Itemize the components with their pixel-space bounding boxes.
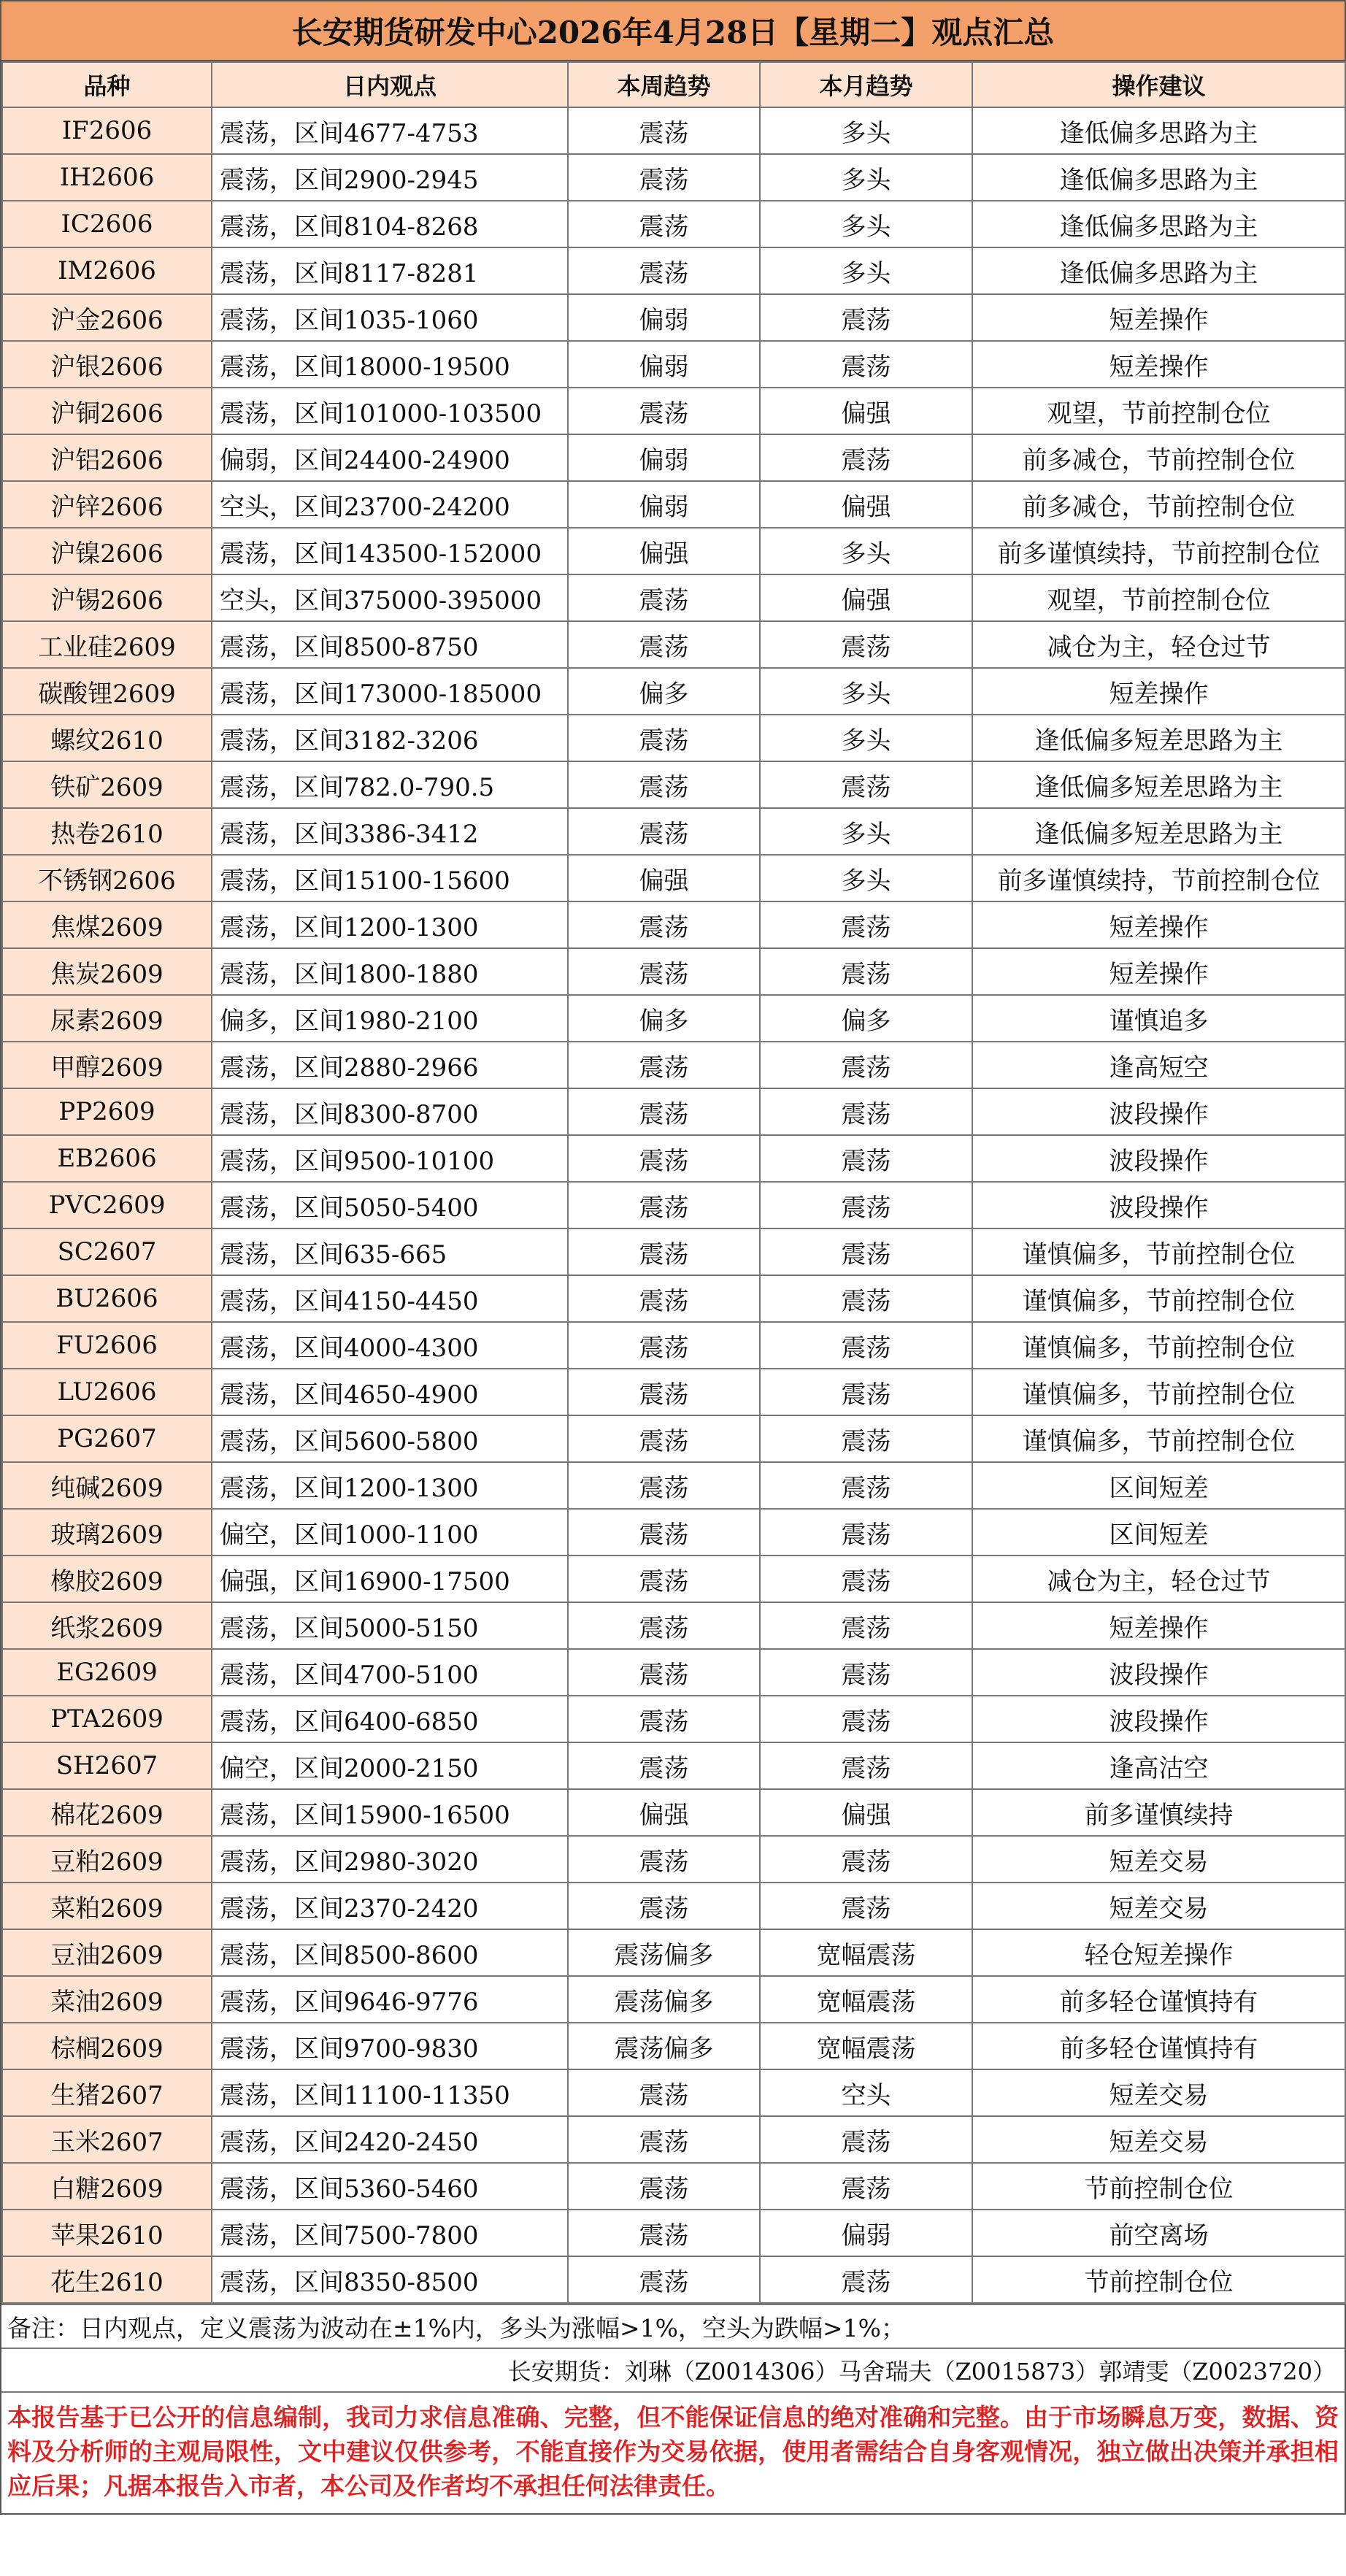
- variety-cell: 沪金2606: [2, 294, 212, 341]
- intraday-view-cell: 震荡，区间9700-9830: [212, 2023, 568, 2069]
- monthly-trend-cell: 偏强: [760, 1789, 972, 1836]
- weekly-trend-cell: 震荡偏多: [568, 2023, 760, 2069]
- variety-cell: 甲醇2609: [2, 1042, 212, 1088]
- suggestion-cell: 谨慎偏多，节前控制仓位: [972, 1322, 1345, 1369]
- suggestion-cell: 短差交易: [972, 1883, 1345, 1929]
- table-row: [2, 1976, 1345, 2023]
- weekly-trend-cell: 震荡: [568, 2163, 760, 2210]
- intraday-view-cell: 震荡，区间3386-3412: [212, 808, 568, 855]
- intraday-view-cell: 震荡，区间101000-103500: [212, 388, 568, 434]
- weekly-trend-cell: 震荡: [568, 201, 760, 247]
- intraday-view-cell: 震荡，区间635-665: [212, 1229, 568, 1275]
- monthly-trend-cell: 震荡: [760, 761, 972, 808]
- weekly-trend-cell: 偏多: [568, 668, 760, 715]
- variety-cell: PP2609: [2, 1088, 212, 1135]
- weekly-trend-cell: 震荡: [568, 948, 760, 995]
- monthly-trend-cell: 偏弱: [760, 2210, 972, 2256]
- variety-cell: IM2606: [2, 247, 212, 294]
- intraday-view-cell: 震荡，区间4000-4300: [212, 1322, 568, 1369]
- monthly-trend-cell: 震荡: [760, 1322, 972, 1369]
- weekly-trend-cell: 震荡: [568, 1883, 760, 1929]
- weekly-trend-cell: 震荡: [568, 154, 760, 201]
- table-row: [2, 1135, 1345, 1182]
- weekly-trend-cell: 偏强: [568, 855, 760, 901]
- table-row: [2, 1088, 1345, 1135]
- table-row: [2, 1229, 1345, 1275]
- suggestion-cell: 短差操作: [972, 341, 1345, 388]
- table-row: [2, 154, 1345, 201]
- intraday-view-cell: 震荡，区间8500-8750: [212, 621, 568, 668]
- variety-cell: FU2606: [2, 1322, 212, 1369]
- monthly-trend-cell: 震荡: [760, 1369, 972, 1415]
- monthly-trend-cell: 偏强: [760, 388, 972, 434]
- suggestion-cell: 波段操作: [972, 1649, 1345, 1696]
- suggestion-cell: 逢低偏多短差思路为主: [972, 808, 1345, 855]
- monthly-trend-cell: 震荡: [760, 2256, 972, 2303]
- table-row: [2, 621, 1345, 668]
- monthly-trend-cell: 多头: [760, 808, 972, 855]
- variety-cell: 苹果2610: [2, 2210, 212, 2256]
- intraday-view-cell: 震荡，区间8300-8700: [212, 1088, 568, 1135]
- variety-cell: 橡胶2609: [2, 1556, 212, 1602]
- table-row: [2, 715, 1345, 761]
- monthly-trend-cell: 宽幅震荡: [760, 1976, 972, 2023]
- weekly-trend-cell: 震荡: [568, 901, 760, 948]
- table-row: [2, 1462, 1345, 1509]
- monthly-trend-cell: 震荡: [760, 1415, 972, 1462]
- variety-cell: 纸浆2609: [2, 1602, 212, 1649]
- intraday-view-cell: 震荡，区间7500-7800: [212, 2210, 568, 2256]
- variety-cell: 菜油2609: [2, 1976, 212, 2023]
- variety-cell: 沪银2606: [2, 341, 212, 388]
- weekly-trend-cell: 震荡: [568, 247, 760, 294]
- intraday-view-cell: 震荡，区间5360-5460: [212, 2163, 568, 2210]
- table-row: [2, 1696, 1345, 1742]
- variety-cell: 焦炭2609: [2, 948, 212, 995]
- variety-cell: 纯碱2609: [2, 1462, 212, 1509]
- table-row: [2, 1042, 1345, 1088]
- intraday-view-cell: 震荡，区间5000-5150: [212, 1602, 568, 1649]
- monthly-trend-cell: 震荡: [760, 2163, 972, 2210]
- weekly-trend-cell: 偏强: [568, 1789, 760, 1836]
- weekly-trend-cell: 震荡: [568, 1229, 760, 1275]
- suggestion-cell: 逢低偏多短差思路为主: [972, 761, 1345, 808]
- intraday-view-cell: 震荡，区间8350-8500: [212, 2256, 568, 2303]
- suggestion-cell: 谨慎追多: [972, 995, 1345, 1042]
- suggestion-cell: 波段操作: [972, 1088, 1345, 1135]
- variety-cell: 铁矿2609: [2, 761, 212, 808]
- monthly-trend-cell: 震荡: [760, 1135, 972, 1182]
- intraday-view-cell: 震荡，区间2370-2420: [212, 1883, 568, 1929]
- suggestion-cell: 前多减仓，节前控制仓位: [972, 434, 1345, 481]
- variety-cell: BU2606: [2, 1275, 212, 1322]
- weekly-trend-cell: 震荡: [568, 1462, 760, 1509]
- intraday-view-cell: 偏强，区间16900-17500: [212, 1556, 568, 1602]
- table-row: [2, 294, 1345, 341]
- table-row: [2, 808, 1345, 855]
- suggestion-cell: 逢低偏多思路为主: [972, 154, 1345, 201]
- weekly-trend-cell: 震荡: [568, 808, 760, 855]
- monthly-trend-cell: 震荡: [760, 1602, 972, 1649]
- table-row: [2, 201, 1345, 247]
- suggestion-cell: 前多谨慎续持: [972, 1789, 1345, 1836]
- intraday-view-cell: 震荡，区间5050-5400: [212, 1182, 568, 1229]
- table-row: [2, 388, 1345, 434]
- weekly-trend-cell: 震荡: [568, 388, 760, 434]
- authors-line: 长安期货：刘琳（Z0014306）马舍瑞夫（Z0015873）郭靖雯（Z0023720）: [1, 2348, 1345, 2391]
- monthly-trend-cell: 震荡: [760, 1275, 972, 1322]
- table-row: [2, 1742, 1345, 1789]
- monthly-trend-cell: 震荡: [760, 341, 972, 388]
- table-row: [2, 855, 1345, 901]
- intraday-view-cell: 偏空，区间1000-1100: [212, 1509, 568, 1556]
- weekly-trend-cell: 震荡: [568, 761, 760, 808]
- suggestion-cell: 观望，节前控制仓位: [972, 388, 1345, 434]
- variety-cell: 沪锡2606: [2, 574, 212, 621]
- weekly-trend-cell: 震荡: [568, 1649, 760, 1696]
- variety-cell: 玉米2607: [2, 2116, 212, 2163]
- monthly-trend-cell: 偏强: [760, 481, 972, 528]
- weekly-trend-cell: 震荡: [568, 1135, 760, 1182]
- monthly-trend-cell: 宽幅震荡: [760, 2023, 972, 2069]
- table-row: [2, 1415, 1345, 1462]
- variety-cell: 棉花2609: [2, 1789, 212, 1836]
- suggestion-cell: 波段操作: [972, 1135, 1345, 1182]
- header-intraday-view: 日内观点: [212, 62, 568, 107]
- table-row: [2, 2069, 1345, 2116]
- weekly-trend-cell: 震荡: [568, 1369, 760, 1415]
- variety-cell: 沪镍2606: [2, 528, 212, 574]
- intraday-view-cell: 震荡，区间4677-4753: [212, 107, 568, 154]
- suggestion-cell: 短差交易: [972, 2069, 1345, 2116]
- variety-cell: SC2607: [2, 1229, 212, 1275]
- intraday-view-cell: 震荡，区间11100-11350: [212, 2069, 568, 2116]
- variety-cell: 螺纹2610: [2, 715, 212, 761]
- table-row: [2, 995, 1345, 1042]
- variety-cell: 焦煤2609: [2, 901, 212, 948]
- table-row: [2, 761, 1345, 808]
- suggestion-cell: 谨慎偏多，节前控制仓位: [972, 1415, 1345, 1462]
- intraday-view-cell: 震荡，区间8104-8268: [212, 201, 568, 247]
- variety-cell: 生猪2607: [2, 2069, 212, 2116]
- header-variety: 品种: [2, 62, 212, 107]
- variety-cell: PVC2609: [2, 1182, 212, 1229]
- variety-cell: EB2606: [2, 1135, 212, 1182]
- table-row: [2, 1275, 1345, 1322]
- weekly-trend-cell: 偏弱: [568, 341, 760, 388]
- monthly-trend-cell: 宽幅震荡: [760, 1929, 972, 1976]
- variety-cell: 豆粕2609: [2, 1836, 212, 1883]
- table-row: [2, 2023, 1345, 2069]
- weekly-trend-cell: 震荡: [568, 107, 760, 154]
- monthly-trend-cell: 多头: [760, 668, 972, 715]
- suggestion-cell: 节前控制仓位: [972, 2256, 1345, 2303]
- weekly-trend-cell: 震荡: [568, 1742, 760, 1789]
- variety-cell: LU2606: [2, 1369, 212, 1415]
- table-row: [2, 341, 1345, 388]
- table-row: [2, 528, 1345, 574]
- suggestion-cell: 前多减仓，节前控制仓位: [972, 481, 1345, 528]
- suggestion-cell: 波段操作: [972, 1182, 1345, 1229]
- suggestion-cell: 逢高短空: [972, 1042, 1345, 1088]
- weekly-trend-cell: 震荡: [568, 621, 760, 668]
- intraday-view-cell: 震荡，区间15100-15600: [212, 855, 568, 901]
- weekly-trend-cell: 偏弱: [568, 294, 760, 341]
- intraday-view-cell: 震荡，区间4150-4450: [212, 1275, 568, 1322]
- suggestion-cell: 逢低偏多思路为主: [972, 247, 1345, 294]
- monthly-trend-cell: 震荡: [760, 294, 972, 341]
- suggestion-cell: 谨慎偏多，节前控制仓位: [972, 1229, 1345, 1275]
- monthly-trend-cell: 偏强: [760, 574, 972, 621]
- intraday-view-cell: 震荡，区间4700-5100: [212, 1649, 568, 1696]
- table-row: [2, 1836, 1345, 1883]
- header-weekly-trend: 本周趋势: [568, 62, 760, 107]
- intraday-view-cell: 震荡，区间4650-4900: [212, 1369, 568, 1415]
- intraday-view-cell: 震荡，区间15900-16500: [212, 1789, 568, 1836]
- monthly-trend-cell: 震荡: [760, 1229, 972, 1275]
- intraday-view-cell: 震荡，区间782.0-790.5: [212, 761, 568, 808]
- table-row: [2, 434, 1345, 481]
- intraday-view-cell: 震荡，区间2980-3020: [212, 1836, 568, 1883]
- monthly-trend-cell: 偏多: [760, 995, 972, 1042]
- suggestion-cell: 短差操作: [972, 668, 1345, 715]
- intraday-view-cell: 震荡，区间1035-1060: [212, 294, 568, 341]
- monthly-trend-cell: 震荡: [760, 1509, 972, 1556]
- monthly-trend-cell: 震荡: [760, 901, 972, 948]
- suggestion-cell: 减仓为主，轻仓过节: [972, 621, 1345, 668]
- variety-cell: PTA2609: [2, 1696, 212, 1742]
- views-table: [1, 61, 1346, 2304]
- table-row: [2, 1322, 1345, 1369]
- intraday-view-cell: 偏弱，区间24400-24900: [212, 434, 568, 481]
- table-row: [2, 1602, 1345, 1649]
- intraday-view-cell: 空头，区间375000-395000: [212, 574, 568, 621]
- variety-cell: 玻璃2609: [2, 1509, 212, 1556]
- suggestion-cell: 短差交易: [972, 1836, 1345, 1883]
- suggestion-cell: 前多谨慎续持，节前控制仓位: [972, 528, 1345, 574]
- weekly-trend-cell: 震荡偏多: [568, 1976, 760, 2023]
- weekly-trend-cell: 震荡: [568, 2069, 760, 2116]
- footnote: 备注：日内观点，定义震荡为波动在±1%内，多头为涨幅>1%，空头为跌幅>1%；: [1, 2304, 1345, 2348]
- suggestion-cell: 节前控制仓位: [972, 2163, 1345, 2210]
- disclaimer: 本报告基于已公开的信息编制，我司力求信息准确、完整，但不能保证信息的绝对准确和完整。由于市场瞬息万变，数据、资料及分析师的主观局限性，文中建议仅供参考，不能直接作为交易依据，使用者需结合自身客观情况，独立做出决策并承担相应后果；凡据本报告入市者，本公司及作者均不承担任何法律责任。: [1, 2391, 1345, 2513]
- monthly-trend-cell: 多头: [760, 154, 972, 201]
- suggestion-cell: 短差操作: [972, 294, 1345, 341]
- weekly-trend-cell: 震荡: [568, 2256, 760, 2303]
- intraday-view-cell: 震荡，区间1200-1300: [212, 1462, 568, 1509]
- weekly-trend-cell: 偏强: [568, 528, 760, 574]
- weekly-trend-cell: 震荡: [568, 715, 760, 761]
- suggestion-cell: 波段操作: [972, 1696, 1345, 1742]
- suggestion-cell: 轻仓短差操作: [972, 1929, 1345, 1976]
- variety-cell: 碳酸锂2609: [2, 668, 212, 715]
- monthly-trend-cell: 震荡: [760, 1649, 972, 1696]
- intraday-view-cell: 震荡，区间1200-1300: [212, 901, 568, 948]
- table-row: [2, 1883, 1345, 1929]
- variety-cell: 白糖2609: [2, 2163, 212, 2210]
- weekly-trend-cell: 震荡: [568, 1556, 760, 1602]
- suggestion-cell: 前多轻仓谨慎持有: [972, 1976, 1345, 2023]
- weekly-trend-cell: 偏弱: [568, 434, 760, 481]
- intraday-view-cell: 震荡，区间8500-8600: [212, 1929, 568, 1976]
- suggestion-cell: 前多谨慎续持，节前控制仓位: [972, 855, 1345, 901]
- monthly-trend-cell: 多头: [760, 855, 972, 901]
- suggestion-cell: 前空离场: [972, 2210, 1345, 2256]
- table-row: [2, 1929, 1345, 1976]
- monthly-trend-cell: 多头: [760, 201, 972, 247]
- monthly-trend-cell: 震荡: [760, 1462, 972, 1509]
- table-row: [2, 2210, 1345, 2256]
- weekly-trend-cell: 震荡: [568, 1275, 760, 1322]
- suggestion-cell: 短差操作: [972, 1602, 1345, 1649]
- weekly-trend-cell: 震荡: [568, 1322, 760, 1369]
- weekly-trend-cell: 震荡: [568, 1088, 760, 1135]
- table-row: [2, 948, 1345, 995]
- weekly-trend-cell: 震荡: [568, 1415, 760, 1462]
- table-row: [2, 247, 1345, 294]
- weekly-trend-cell: 震荡: [568, 1042, 760, 1088]
- variety-cell: 菜粕2609: [2, 1883, 212, 1929]
- suggestion-cell: 前多轻仓谨慎持有: [972, 2023, 1345, 2069]
- monthly-trend-cell: 多头: [760, 107, 972, 154]
- monthly-trend-cell: 多头: [760, 528, 972, 574]
- weekly-trend-cell: 震荡偏多: [568, 1929, 760, 1976]
- table-row: [2, 1369, 1345, 1415]
- variety-cell: EG2609: [2, 1649, 212, 1696]
- weekly-trend-cell: 偏弱: [568, 481, 760, 528]
- variety-cell: 工业硅2609: [2, 621, 212, 668]
- variety-cell: 沪铜2606: [2, 388, 212, 434]
- table-row: [2, 574, 1345, 621]
- variety-cell: 豆油2609: [2, 1929, 212, 1976]
- intraday-view-cell: 震荡，区间2420-2450: [212, 2116, 568, 2163]
- table-row: [2, 901, 1345, 948]
- suggestion-cell: 逢低偏多思路为主: [972, 201, 1345, 247]
- table-row: [2, 2163, 1345, 2210]
- variety-cell: 尿素2609: [2, 995, 212, 1042]
- variety-cell: IF2606: [2, 107, 212, 154]
- monthly-trend-cell: 震荡: [760, 1883, 972, 1929]
- variety-cell: 沪锌2606: [2, 481, 212, 528]
- suggestion-cell: 逢低偏多思路为主: [972, 107, 1345, 154]
- variety-cell: 沪铝2606: [2, 434, 212, 481]
- intraday-view-cell: 震荡，区间1800-1880: [212, 948, 568, 995]
- suggestion-cell: 逢高沽空: [972, 1742, 1345, 1789]
- monthly-trend-cell: 震荡: [760, 1088, 972, 1135]
- intraday-view-cell: 震荡，区间6400-6850: [212, 1696, 568, 1742]
- intraday-view-cell: 震荡，区间8117-8281: [212, 247, 568, 294]
- weekly-trend-cell: 震荡: [568, 1182, 760, 1229]
- intraday-view-cell: 震荡，区间2880-2966: [212, 1042, 568, 1088]
- header-monthly-trend: 本月趋势: [760, 62, 972, 107]
- monthly-trend-cell: 震荡: [760, 2116, 972, 2163]
- weekly-trend-cell: 震荡: [568, 1696, 760, 1742]
- weekly-trend-cell: 震荡: [568, 1509, 760, 1556]
- variety-cell: SH2607: [2, 1742, 212, 1789]
- weekly-trend-cell: 震荡: [568, 1602, 760, 1649]
- variety-cell: IC2606: [2, 201, 212, 247]
- monthly-trend-cell: 震荡: [760, 1742, 972, 1789]
- monthly-trend-cell: 多头: [760, 247, 972, 294]
- intraday-view-cell: 空头，区间23700-24200: [212, 481, 568, 528]
- monthly-trend-cell: 震荡: [760, 1696, 972, 1742]
- intraday-view-cell: 震荡，区间9646-9776: [212, 1976, 568, 2023]
- weekly-trend-cell: 震荡: [568, 2210, 760, 2256]
- variety-cell: 热卷2610: [2, 808, 212, 855]
- monthly-trend-cell: 震荡: [760, 1836, 972, 1883]
- suggestion-cell: 区间短差: [972, 1462, 1345, 1509]
- table-row: [2, 1509, 1345, 1556]
- intraday-view-cell: 偏空，区间2000-2150: [212, 1742, 568, 1789]
- variety-cell: PG2607: [2, 1415, 212, 1462]
- variety-cell: 花生2610: [2, 2256, 212, 2303]
- monthly-trend-cell: 多头: [760, 715, 972, 761]
- suggestion-cell: 短差操作: [972, 901, 1345, 948]
- variety-cell: 棕榈2609: [2, 2023, 212, 2069]
- table-body: [2, 107, 1345, 2303]
- weekly-trend-cell: 震荡: [568, 2116, 760, 2163]
- suggestion-cell: 逢低偏多短差思路为主: [972, 715, 1345, 761]
- weekly-trend-cell: 震荡: [568, 574, 760, 621]
- monthly-trend-cell: 空头: [760, 2069, 972, 2116]
- variety-cell: 不锈钢2606: [2, 855, 212, 901]
- suggestion-cell: 短差操作: [972, 948, 1345, 995]
- table-row: [2, 1649, 1345, 1696]
- table-row: [2, 1182, 1345, 1229]
- intraday-view-cell: 震荡，区间143500-152000: [212, 528, 568, 574]
- suggestion-cell: 短差交易: [972, 2116, 1345, 2163]
- weekly-trend-cell: 震荡: [568, 1836, 760, 1883]
- table-row: [2, 1556, 1345, 1602]
- intraday-view-cell: 震荡，区间2900-2945: [212, 154, 568, 201]
- monthly-trend-cell: 震荡: [760, 621, 972, 668]
- monthly-trend-cell: 震荡: [760, 434, 972, 481]
- intraday-view-cell: 震荡，区间18000-19500: [212, 341, 568, 388]
- header-row: [2, 62, 1345, 107]
- intraday-view-cell: 震荡，区间173000-185000: [212, 668, 568, 715]
- suggestion-cell: 区间短差: [972, 1509, 1345, 1556]
- monthly-trend-cell: 震荡: [760, 948, 972, 995]
- suggestion-cell: 减仓为主，轻仓过节: [972, 1556, 1345, 1602]
- monthly-trend-cell: 震荡: [760, 1556, 972, 1602]
- report-title: 长安期货研发中心2026年4月28日【星期二】观点汇总: [1, 1, 1345, 61]
- weekly-trend-cell: 偏多: [568, 995, 760, 1042]
- table-row: [2, 2116, 1345, 2163]
- variety-cell: IH2606: [2, 154, 212, 201]
- table-row: [2, 668, 1345, 715]
- intraday-view-cell: 震荡，区间5600-5800: [212, 1415, 568, 1462]
- suggestion-cell: 谨慎偏多，节前控制仓位: [972, 1275, 1345, 1322]
- intraday-view-cell: 偏多，区间1980-2100: [212, 995, 568, 1042]
- monthly-trend-cell: 震荡: [760, 1182, 972, 1229]
- suggestion-cell: 谨慎偏多，节前控制仓位: [972, 1369, 1345, 1415]
- intraday-view-cell: 震荡，区间3182-3206: [212, 715, 568, 761]
- table-row: [2, 107, 1345, 154]
- suggestion-cell: 观望，节前控制仓位: [972, 574, 1345, 621]
- monthly-trend-cell: 震荡: [760, 1042, 972, 1088]
- table-row: [2, 1789, 1345, 1836]
- table-row: [2, 481, 1345, 528]
- intraday-view-cell: 震荡，区间9500-10100: [212, 1135, 568, 1182]
- header-suggestion: 操作建议: [972, 62, 1345, 107]
- table-row: [2, 2256, 1345, 2303]
